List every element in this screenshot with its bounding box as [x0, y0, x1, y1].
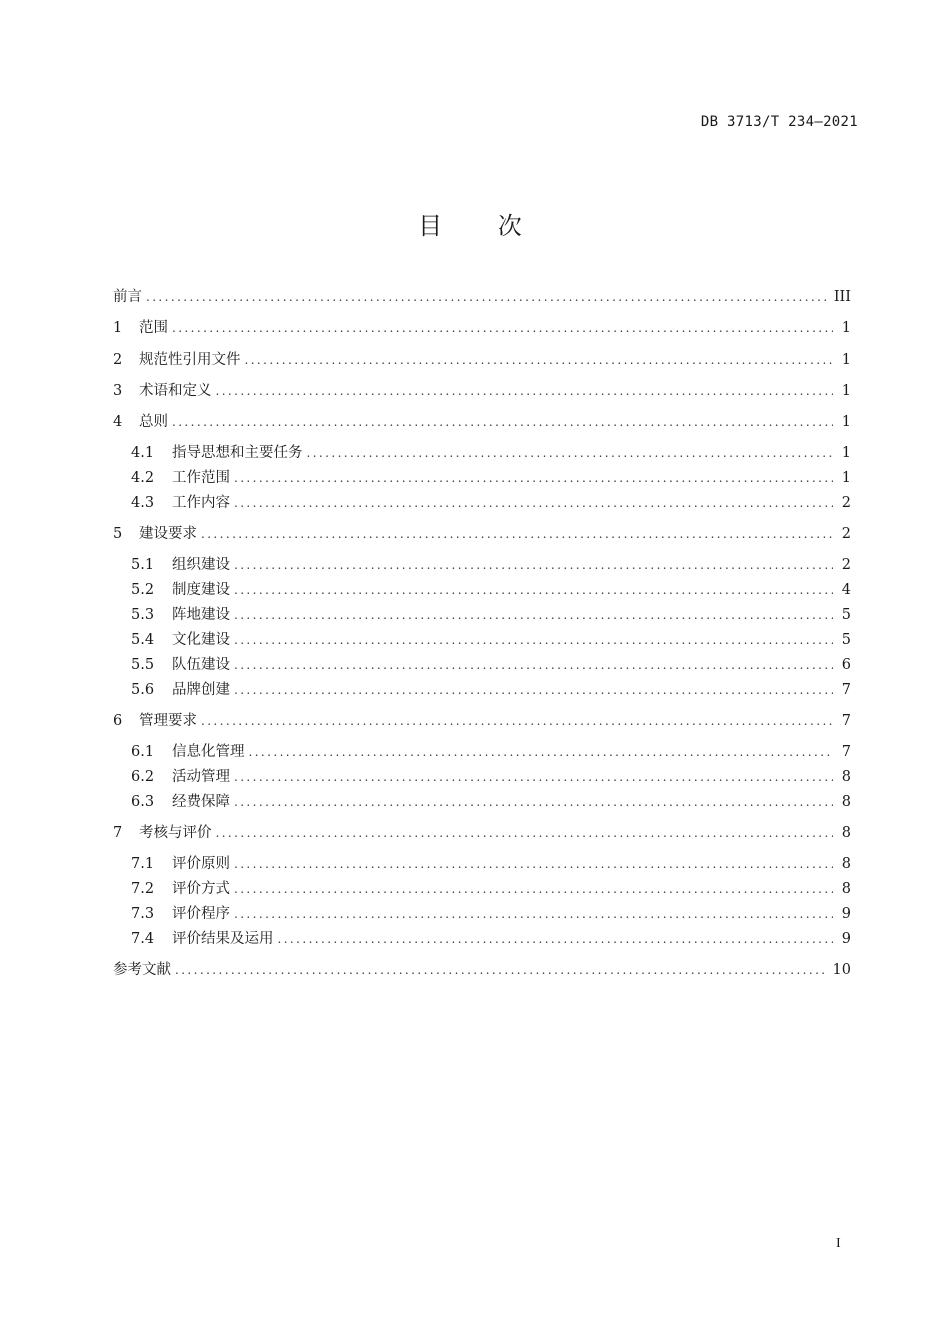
toc-leader-dots	[234, 792, 833, 812]
toc-entry[interactable]	[131, 792, 851, 812]
toc-entry-page: 8	[841, 881, 851, 897]
toc-entry[interactable]	[113, 960, 851, 980]
toc-entry-number: 5.4	[131, 632, 155, 648]
toc-entry-page: 10	[832, 962, 851, 978]
toc-entry-page: 8	[841, 825, 851, 841]
toc-entry-number: 5.2	[131, 582, 155, 598]
toc-entry-number: 1	[113, 320, 123, 336]
toc-leader-dots	[234, 605, 833, 625]
toc-leader-dots	[234, 879, 833, 899]
toc-entry-label: 品牌创建	[172, 682, 230, 698]
toc-entry-label: 经费保障	[172, 794, 230, 810]
toc-leader-dots	[234, 630, 833, 650]
toc-entry[interactable]	[131, 879, 851, 899]
toc-entry[interactable]	[131, 742, 851, 762]
toc-entry-number: 4.1	[131, 445, 155, 461]
toc-entry-page: 4	[841, 582, 851, 598]
toc-entry-number: 2	[113, 352, 123, 368]
toc-entry-label: 管理要求	[139, 713, 197, 729]
toc-entry-label: 信息化管理	[172, 744, 245, 760]
toc-entry-label: 文化建设	[172, 632, 230, 648]
toc-entry-number: 6.2	[131, 769, 155, 785]
toc-entry-number: 4.3	[131, 495, 155, 511]
toc-leader-dots	[278, 929, 834, 949]
toc-entry-label: 阵地建设	[172, 607, 230, 623]
toc-entry-page: III	[833, 289, 851, 305]
toc-entry-label: 考核与评价	[139, 825, 212, 841]
toc-leader-dots	[234, 904, 833, 924]
toc-entry-page: 1	[841, 414, 851, 430]
toc-entry-page: 9	[841, 906, 851, 922]
toc-leader-dots	[234, 655, 833, 675]
toc-leader-dots	[234, 493, 833, 513]
toc-leader-dots	[249, 742, 834, 762]
toc-entry-label: 总则	[139, 414, 168, 430]
toc-leader-dots	[201, 711, 833, 731]
toc-entry-label: 评价结果及运用	[172, 931, 274, 947]
document-code: DB 3713/T 234—2021	[700, 114, 858, 130]
toc-entry[interactable]	[131, 493, 851, 513]
toc-entry-number: 4	[113, 414, 123, 430]
toc-entry-label: 规范性引用文件	[139, 352, 241, 368]
toc-entry[interactable]	[131, 854, 851, 874]
toc-entry-label: 制度建设	[172, 582, 230, 598]
page-number: I	[836, 1236, 841, 1251]
toc-entry-label: 活动管理	[172, 769, 230, 785]
toc-entry-page: 8	[841, 856, 851, 872]
toc-entry-number: 5	[113, 526, 123, 542]
toc-leader-dots	[216, 381, 834, 401]
toc-entry-number: 5.5	[131, 657, 155, 673]
toc-entry[interactable]	[113, 318, 851, 338]
toc-leader-dots	[234, 767, 833, 787]
toc-entry-page: 1	[841, 470, 851, 486]
toc-entry[interactable]	[113, 524, 851, 544]
toc-leader-dots	[201, 524, 833, 544]
toc-entry-label: 评价程序	[172, 906, 230, 922]
page-title: 目 次	[418, 212, 546, 240]
toc-entry-page: 6	[841, 657, 851, 673]
toc-entry-label: 指导思想和主要任务	[172, 445, 303, 461]
toc-entry-label: 评价原则	[172, 856, 230, 872]
toc-entry[interactable]	[131, 680, 851, 700]
toc-entry[interactable]	[131, 904, 851, 924]
toc-entry-number: 5.3	[131, 607, 155, 623]
toc-entry-number: 7.2	[131, 881, 155, 897]
toc-entry[interactable]	[113, 381, 851, 401]
toc-entry-page: 9	[841, 931, 851, 947]
toc-entry-number: 6.1	[131, 744, 155, 760]
toc-entry-label: 术语和定义	[139, 383, 212, 399]
toc-leader-dots	[234, 680, 833, 700]
toc-leader-dots	[245, 350, 834, 370]
toc-entry-number: 6.3	[131, 794, 155, 810]
toc-entry[interactable]	[113, 287, 851, 307]
toc-entry-number: 7.3	[131, 906, 155, 922]
toc-leader-dots	[234, 555, 833, 575]
toc-entry-page: 1	[841, 320, 851, 336]
toc-leader-dots	[234, 854, 833, 874]
toc-leader-dots	[172, 412, 833, 432]
toc-entry-page: 2	[841, 526, 851, 542]
toc-leader-dots	[175, 960, 827, 980]
toc-entry-page: 7	[841, 713, 851, 729]
toc-entry-label: 队伍建设	[172, 657, 230, 673]
toc-entry-page: 7	[841, 744, 851, 760]
toc-entry-label: 前言	[113, 289, 142, 305]
toc-entry-number: 6	[113, 713, 123, 729]
toc-entry-label: 组织建设	[172, 557, 230, 573]
toc-entry-page: 1	[841, 383, 851, 399]
toc-entry[interactable]	[131, 605, 851, 625]
toc-entry[interactable]	[131, 555, 851, 575]
toc-entry[interactable]	[131, 929, 851, 949]
toc-entry-page: 5	[841, 607, 851, 623]
toc-entry-page: 8	[841, 794, 851, 810]
toc-entry-number: 4.2	[131, 470, 155, 486]
toc-entry-page: 7	[841, 682, 851, 698]
toc-leader-dots	[234, 580, 833, 600]
toc-entry-page: 2	[841, 495, 851, 511]
toc-entry[interactable]	[113, 412, 851, 432]
toc-entry-label: 工作范围	[172, 470, 230, 486]
toc-leader-dots	[307, 443, 834, 463]
toc-leader-dots	[146, 287, 828, 307]
toc-entry-label: 范围	[139, 320, 168, 336]
toc-entry[interactable]	[113, 823, 851, 843]
toc-entry-number: 3	[113, 383, 123, 399]
toc-entry-label: 建设要求	[139, 526, 197, 542]
toc-entry[interactable]	[131, 655, 851, 675]
toc-entry-number: 7	[113, 825, 123, 841]
toc-entry-page: 2	[841, 557, 851, 573]
toc-leader-dots	[216, 823, 834, 843]
toc-entry-page: 1	[841, 445, 851, 461]
toc-entry[interactable]	[113, 711, 851, 731]
toc-entry[interactable]	[131, 468, 851, 488]
toc-leader-dots	[234, 468, 833, 488]
toc-entry-label: 工作内容	[172, 495, 230, 511]
toc-entry-label: 评价方式	[172, 881, 230, 897]
toc-entry[interactable]	[131, 630, 851, 650]
toc-entry-page: 8	[841, 769, 851, 785]
toc-entry-number: 7.4	[131, 931, 155, 947]
toc-entry-label: 参考文献	[113, 962, 171, 978]
toc-entry[interactable]	[113, 350, 851, 370]
toc-entry-page: 1	[841, 352, 851, 368]
toc-entry[interactable]	[131, 443, 851, 463]
toc-entry-page: 5	[841, 632, 851, 648]
toc-entry[interactable]	[131, 580, 851, 600]
toc-leader-dots	[172, 318, 833, 338]
toc-entry-number: 5.1	[131, 557, 155, 573]
toc-entry[interactable]	[131, 767, 851, 787]
toc-entry-number: 5.6	[131, 682, 155, 698]
toc-entry-number: 7.1	[131, 856, 155, 872]
